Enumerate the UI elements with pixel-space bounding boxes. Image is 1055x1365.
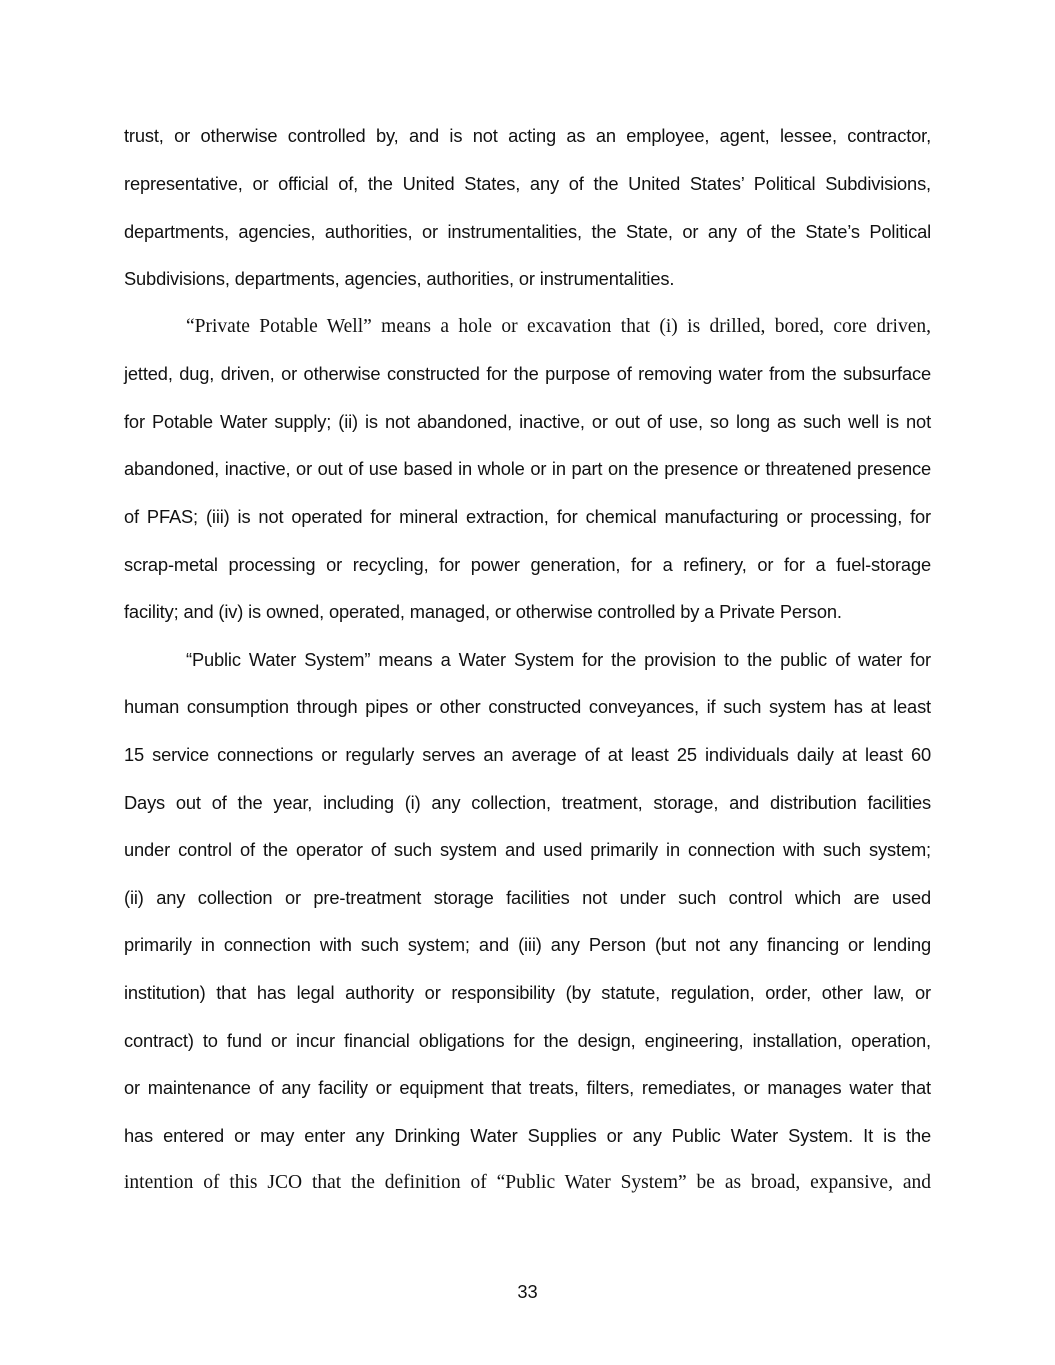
definition-private-potable-well-heading-line: “Private Potable Well” means a hole or excavation that (i) is drilled, bored, core driven,	[186, 316, 931, 337]
body-text-line: under control of the operator of such system and used primarily in connection with such system;	[124, 839, 931, 860]
body-text-line: or maintenance of any facility or equipment that treats, filters, remediates, or manages water that	[124, 1077, 931, 1098]
body-text-line: contract) to fund or incur financial obligations for the design, engineering, installation, operation,	[124, 1030, 931, 1051]
body-text-line: human consumption through pipes or other constructed conveyances, if such system has at least	[124, 696, 931, 717]
body-text-line: representative, or official of, the United States, any of the United States’ Political Subdivisions,	[124, 173, 931, 194]
body-text-line: abandoned, inactive, or out of use based in whole or in part on the presence or threatened presence	[124, 458, 931, 479]
body-text-line: departments, agencies, authorities, or instrumentalities, the State, or any of the State’s Political	[124, 221, 931, 242]
body-text-line: for Potable Water supply; (ii) is not abandoned, inactive, or out of use, so long as such well is not	[124, 411, 931, 432]
body-text-line: Days out of the year, including (i) any collection, treatment, storage, and distribution facilities	[124, 792, 931, 813]
body-text-line: intention of this JCO that the definition of “Public Water System” be as broad, expansive, and	[124, 1172, 931, 1193]
body-text-line: jetted, dug, driven, or otherwise constructed for the purpose of removing water from the subsurface	[124, 363, 931, 384]
body-text-line: has entered or may enter any Drinking Water Supplies or any Public Water System. It is the	[124, 1125, 931, 1146]
body-text-line: (ii) any collection or pre-treatment storage facilities not under such control which are used	[124, 887, 931, 908]
definition-public-water-system-heading-line: “Public Water System” means a Water System for the provision to the public of water for	[186, 649, 931, 670]
body-text-line: 15 service connections or regularly serves an average of at least 25 individuals daily at least 60	[124, 744, 931, 765]
body-text-line: primarily in connection with such system; and (iii) any Person (but not any financing or lending	[124, 934, 931, 955]
body-text-line: scrap-metal processing or recycling, for power generation, for a refinery, or for a fuel-storage	[124, 554, 931, 575]
body-text-line: institution) that has legal authority or responsibility (by statute, regulation, order, other law, or	[124, 982, 931, 1003]
body-text-line: facility; and (iv) is owned, operated, managed, or otherwise controlled by a Private Person.	[124, 601, 842, 622]
body-text-line: Subdivisions, departments, agencies, authorities, or instrumentalities.	[124, 268, 675, 289]
body-text-line: trust, or otherwise controlled by, and is not acting as an employee, agent, lessee, contractor,	[124, 125, 931, 146]
body-text-line: of PFAS; (iii) is not operated for mineral extraction, for chemical manufacturing or processing, for	[124, 506, 931, 527]
page-number: 33	[517, 1281, 538, 1302]
